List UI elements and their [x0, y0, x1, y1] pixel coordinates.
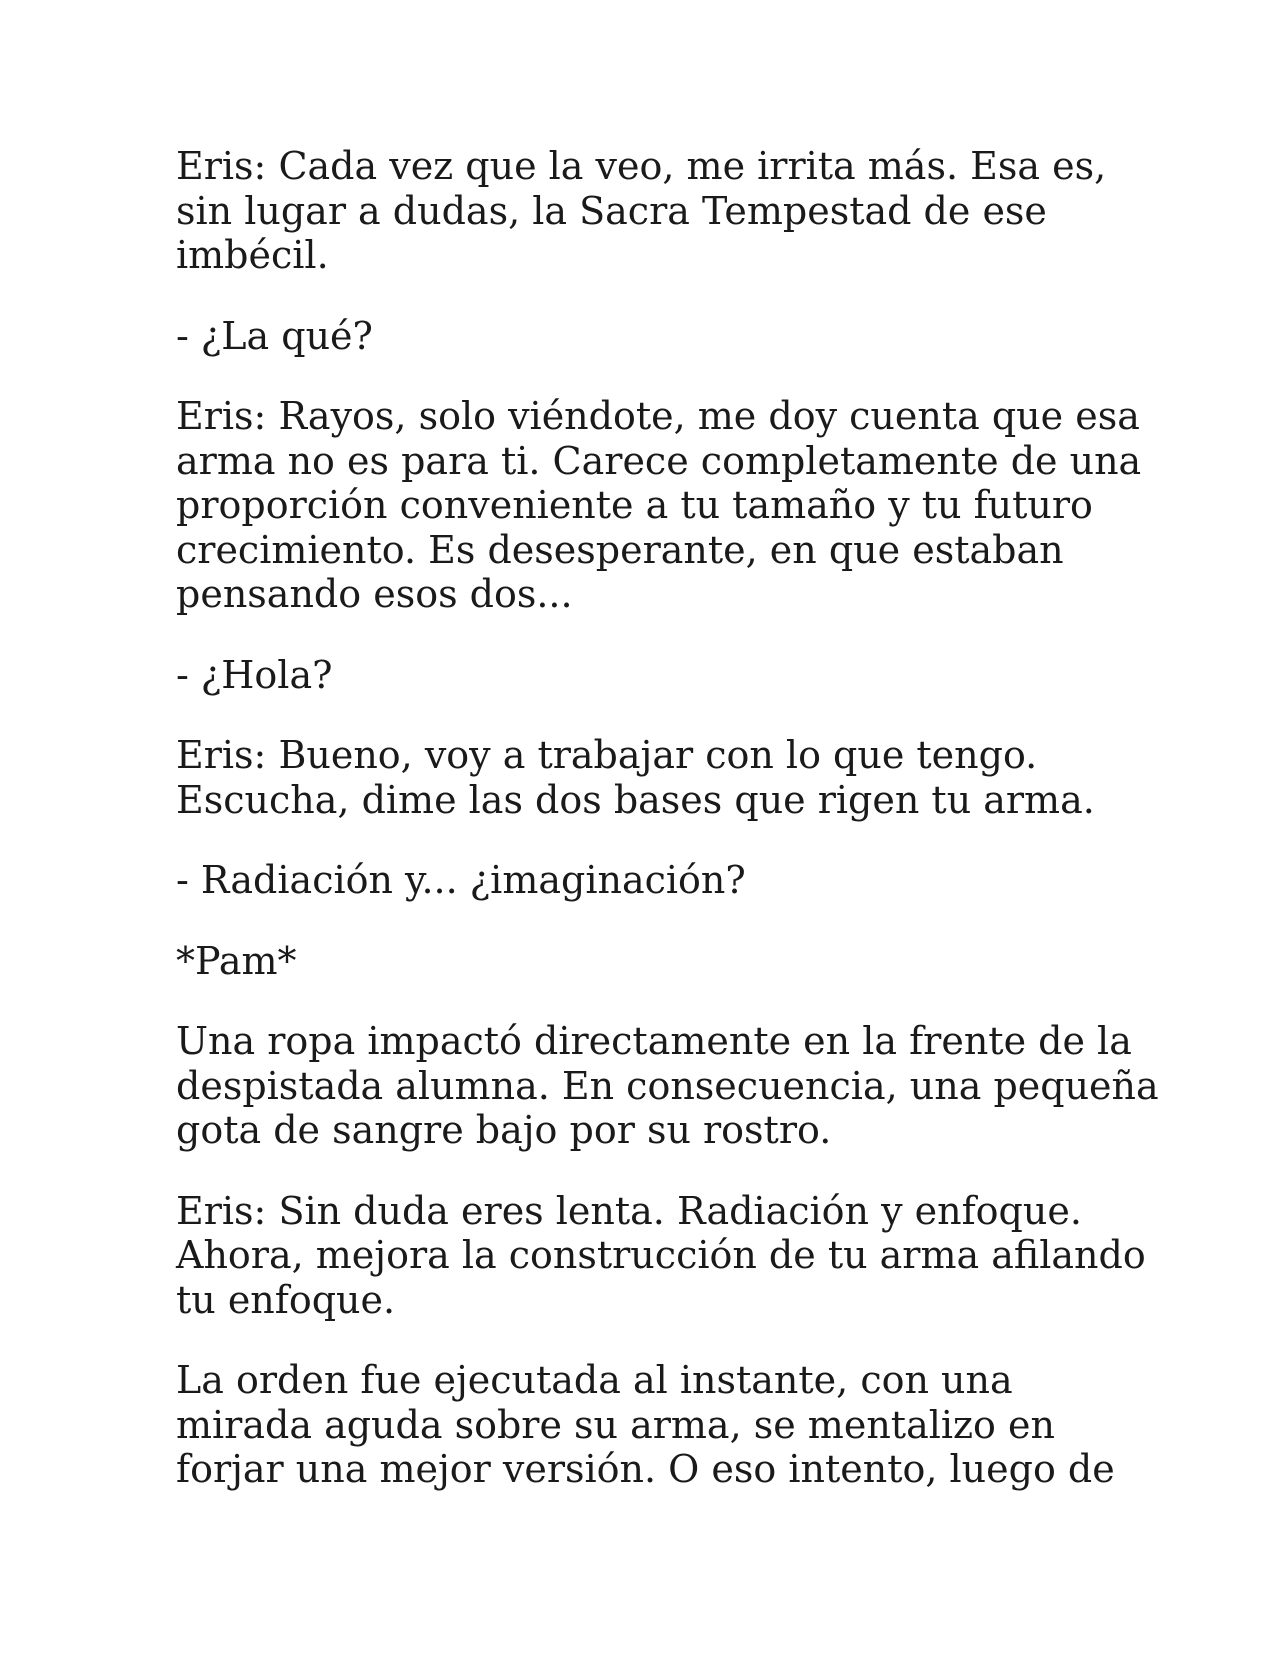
paragraph-eris-lenta	[176, 1188, 1146, 1323]
text-line: Una ropa impactó directamente en la frente de la	[176, 1019, 1132, 1063]
paragraph-pam	[176, 939, 1136, 984]
text-line: proporción conveniente a tu tamaño y tu futuro	[176, 483, 1093, 527]
text-line: pensando esos dos...	[176, 572, 573, 616]
story-text	[176, 144, 1159, 1528]
text-line: - Radiación y... ¿imaginación?	[176, 858, 746, 902]
text-line: - ¿La qué?	[176, 313, 373, 358]
text-line: Eris: Sin duda eres lenta. Radiación y enfoque.	[176, 1188, 1082, 1233]
paragraph-orden-ejecutada	[176, 1358, 1136, 1492]
text-line: imbécil.	[176, 233, 329, 277]
text-line: Eris: Cada vez que la veo, me irrita más. Esa es,	[176, 144, 1107, 188]
text-line: gota de sangre bajo por su rostro.	[176, 1108, 832, 1152]
text-line: forjar una mejor versión. O eso intento, luego de	[176, 1447, 1115, 1491]
text-line: Escucha, dime las dos bases que rigen tu arma.	[176, 777, 1095, 822]
text-line: sin lugar a dudas, la Sacra Tempestad de ese	[176, 188, 1047, 233]
text-line: tu enfoque.	[176, 1277, 396, 1322]
text-line: despistada alumna. En consecuencia, una pequeña	[176, 1063, 1159, 1108]
text-line: Ahora, mejora la construcción de tu arma afilando	[176, 1233, 1146, 1277]
paragraph-radiacion	[176, 858, 1136, 903]
text-line: arma no es para ti. Carece completamente de una	[176, 438, 1142, 483]
text-line: Eris: Bueno, voy a trabajar con lo que tengo.	[176, 733, 1038, 777]
text-line: crecimiento. Es desesperante, en que estaban	[176, 527, 1064, 572]
text-line: *Pam*	[176, 938, 297, 983]
paragraph-la-que	[176, 314, 1136, 359]
text-line: La orden fue ejecutada al instante, con una	[176, 1358, 1013, 1402]
text-line: Eris: Rayos, solo viéndote, me doy cuenta que esa	[176, 394, 1140, 438]
paragraph-eris-irritation	[176, 144, 1136, 278]
paragraph-eris-rayos	[176, 394, 1142, 617]
paragraph-hola	[176, 653, 1136, 698]
paragraph-ropa-impacto	[176, 1019, 1159, 1153]
text-line: mirada aguda sobre su arma, se mentalizo en	[176, 1402, 1055, 1447]
text-line: - ¿Hola?	[176, 652, 333, 697]
paragraph-eris-bueno	[176, 733, 1136, 822]
